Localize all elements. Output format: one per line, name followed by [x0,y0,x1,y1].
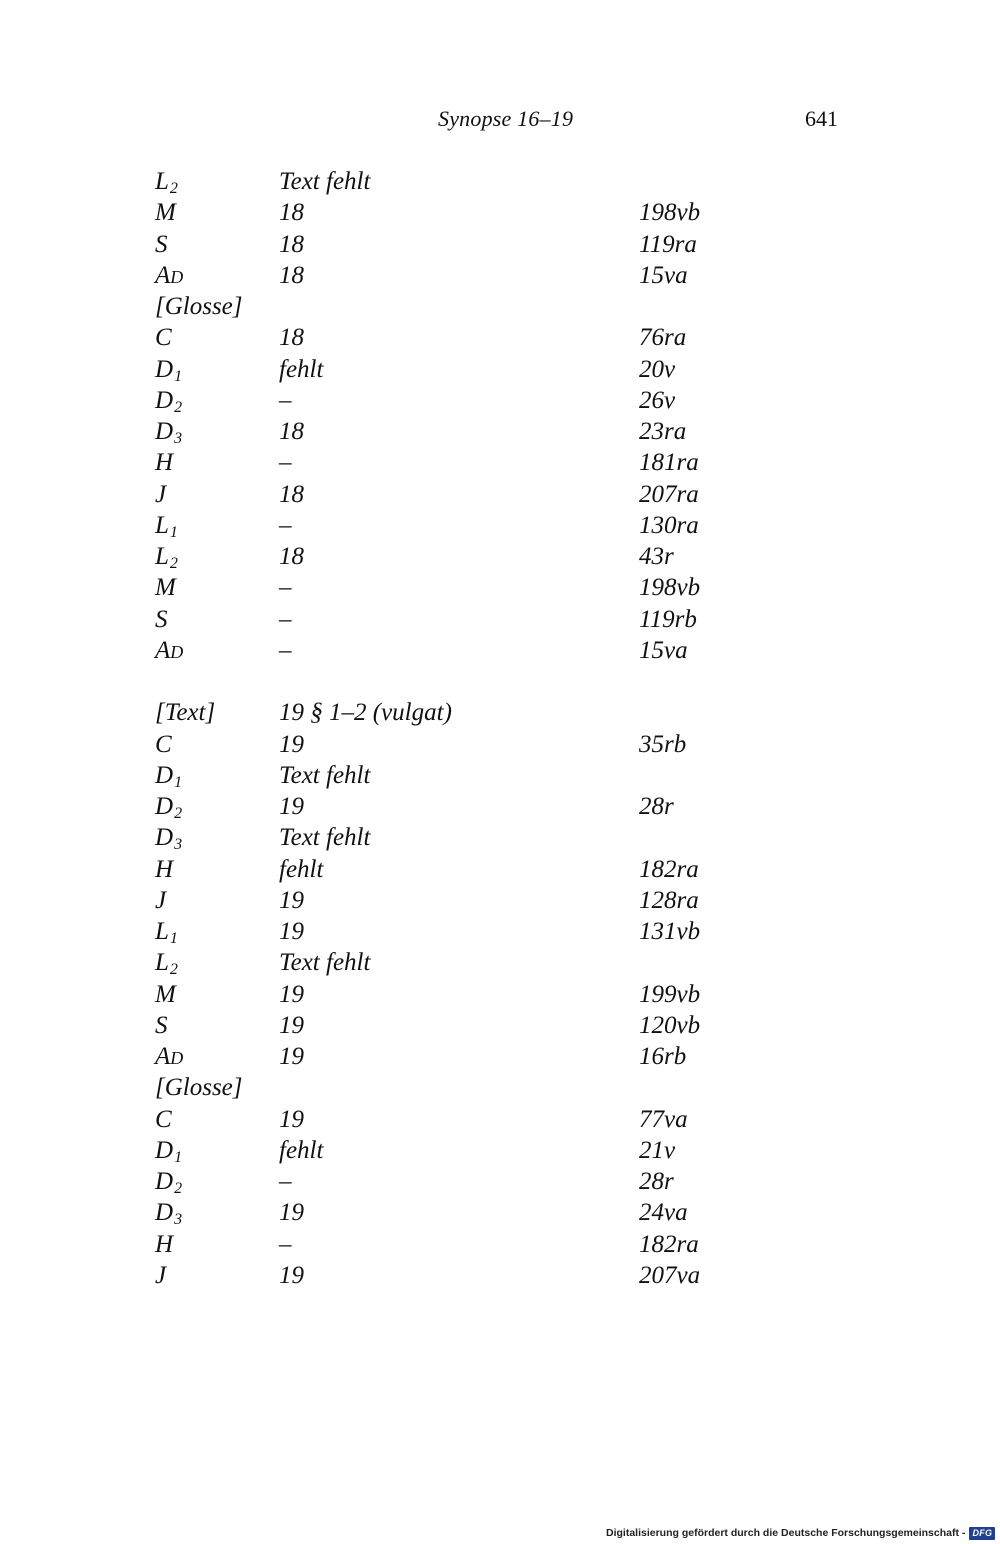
siglum-subscript: 1 [174,1148,183,1166]
synopsis-row [155,635,855,666]
folio-reference: 26v [639,386,676,414]
synopsis-row [155,447,855,478]
synopsis-row [155,822,855,853]
folio-reference: 198vb [639,574,701,602]
manuscript-siglum [155,322,172,353]
dfg-logo-text: DFG [972,1528,993,1538]
chapter-reference: 19 [279,1261,304,1289]
siglum-letter: D [155,1168,174,1195]
chapter-reference: 19 [279,886,304,914]
dfg-logo [969,1527,995,1540]
chapter-reference: – [279,1168,292,1195]
siglum-letter: S [155,1011,168,1039]
manuscript-siglum [155,1041,183,1074]
digitization-footer [606,1524,995,1542]
synopsis-row [155,1072,855,1103]
siglum-letter: L [155,918,169,945]
siglum-small-caps: D [170,641,184,662]
chapter-reference: – [279,386,292,414]
manuscript-siglum [155,479,166,510]
chapter-reference: – [279,1230,292,1258]
folio-reference: 15va [639,636,688,664]
folio-reference: 20v [639,355,676,383]
folio-reference: 182ra [639,1230,699,1258]
page-number: 641 [805,106,838,131]
manuscript-siglum [155,635,183,668]
synopsis-row [155,354,855,385]
folio-reference: 76ra [639,324,687,352]
folio-reference: 28r [639,793,674,820]
chapter-reference: Text fehlt [279,949,371,977]
siglum-letter: J [155,886,167,914]
chapter-reference: 19 [279,1043,304,1070]
synopsis-row [155,291,855,322]
siglum-letter: M [155,574,176,602]
siglum-letter: H [155,449,174,477]
siglum-letter: M [155,980,176,1008]
synopsis-row [155,1041,855,1072]
manuscript-siglum [155,604,168,635]
folio-reference: 77va [639,1105,688,1133]
folio-reference: 120vb [639,1011,701,1039]
folio-reference: 207ra [639,480,699,508]
running-head [0,106,1000,138]
siglum-subscript: 1 [169,523,178,541]
siglum-subscript: 2 [169,961,178,979]
synopsis-row [155,1135,855,1166]
chapter-reference: fehlt [279,1136,324,1164]
manuscript-siglum [155,572,176,603]
folio-reference: 181ra [639,449,699,477]
chapter-reference: 18 [279,543,304,570]
chapter-reference: Text fehlt [279,761,371,789]
chapter-reference: – [279,636,292,664]
siglum-subscript: 2 [174,805,183,822]
chapter-reference: 19 [279,1011,304,1039]
siglum-subscript: 1 [174,773,183,791]
folio-reference: 182ra [639,855,699,883]
manuscript-siglum [155,229,168,260]
synopsis-row [155,854,855,885]
chapter-reference: 18 [279,480,304,508]
siglum-letter: S [155,230,168,258]
folio-reference: 15va [639,261,688,289]
manuscript-siglum [155,291,243,322]
chapter-reference: 18 [279,199,304,227]
synopsis-row [155,729,855,760]
synopsis-row [155,979,855,1010]
siglum-letter: D [155,386,174,414]
folio-reference: 35rb [639,730,687,758]
folio-reference: 198vb [639,199,701,227]
synopsis-table [155,166,855,1291]
siglum-letter: L [155,949,169,977]
section-spacer [155,666,855,697]
chapter-reference: – [279,605,292,633]
manuscript-siglum [155,197,176,228]
synopsis-row [155,322,855,353]
manuscript-siglum [155,1229,173,1260]
chapter-reference: – [279,511,292,539]
manuscript-siglum [155,1072,243,1103]
synopsis-row [155,604,855,635]
chapter-reference: 19 [279,1105,304,1133]
chapter-reference: – [279,449,292,477]
manuscript-siglum [155,979,176,1010]
synopsis-row [155,947,855,978]
siglum-letter: H [155,1230,174,1258]
folio-reference: 119rb [639,605,697,633]
chapter-reference: fehlt [279,355,324,383]
folio-reference: 21v [639,1136,676,1164]
folio-reference: 43r [639,543,674,570]
chapter-reference: 19 [279,793,304,820]
chapter-reference: Text fehlt [279,824,371,852]
folio-reference: 24va [639,1199,688,1227]
folio-reference: 16rb [639,1043,687,1070]
siglum-letter: L [155,511,169,539]
synopsis-row [155,1104,855,1135]
chapter-reference: 19 [279,918,304,945]
chapter-reference: Text fehlt [279,168,371,195]
siglum-letter: A [155,636,171,664]
chapter-reference: 19 [279,730,304,758]
manuscript-siglum [155,854,173,885]
siglum-letter: [Glosse] [155,293,243,320]
siglum-subscript: 2 [169,555,178,572]
siglum-letter: C [155,324,172,352]
folio-reference: 131vb [639,918,701,945]
synopsis-row [155,166,855,197]
siglum-subscript: 2 [174,398,183,416]
manuscript-siglum [155,260,183,293]
chapter-reference: 19 [279,1199,304,1227]
folio-reference: 28r [639,1168,674,1195]
synopsis-row [155,541,855,572]
siglum-letter: M [155,199,176,227]
synopsis-row [155,479,855,510]
synopsis-row [155,197,855,228]
siglum-subscript: 2 [174,1180,183,1197]
siglum-letter: D [155,1136,174,1164]
siglum-letter: [Glosse] [155,1074,243,1102]
siglum-subscript: 3 [174,430,183,447]
siglum-letter: L [155,543,169,570]
siglum-letter: D [155,793,174,820]
manuscript-siglum [155,1104,172,1135]
siglum-letter: A [155,1043,171,1070]
folio-reference: 119ra [639,230,697,258]
running-title: Synopse 16–19 [438,106,574,131]
siglum-subscript: 1 [169,930,178,947]
synopsis-row [155,1166,855,1197]
siglum-small-caps: D [170,1048,184,1068]
siglum-letter: D [155,1199,174,1227]
synopsis-row [155,416,855,447]
siglum-letter: J [155,480,167,508]
manuscript-siglum [155,729,172,760]
manuscript-siglum [155,1010,168,1041]
folio-reference: 199vb [639,980,701,1008]
synopsis-row [155,510,855,541]
chapter-reference: 19 § 1–2 (vulgat) [279,699,452,727]
synopsis-row [155,229,855,260]
siglum-letter: S [155,605,168,633]
siglum-letter: A [155,261,171,289]
synopsis-row [155,885,855,916]
siglum-letter: J [155,1261,167,1289]
footer-credit-text: Digitalisierung gefördert durch die Deutsche Forschungsgemeinschaft - [606,1527,966,1539]
chapter-reference: 18 [279,261,304,289]
folio-reference: 130ra [639,511,699,539]
synopsis-row [155,1197,855,1228]
siglum-subscript: 2 [169,180,178,197]
siglum-subscript: 3 [174,1211,183,1229]
manuscript-siglum [155,447,173,478]
chapter-reference: 18 [279,324,304,352]
synopsis-row [155,572,855,603]
siglum-subscript: 3 [174,836,183,854]
manuscript-siglum [155,697,215,728]
synopsis-row [155,760,855,791]
chapter-reference: 18 [279,418,304,445]
manuscript-siglum [155,885,166,916]
siglum-small-caps: D [170,266,184,287]
synopsis-row [155,916,855,947]
siglum-letter: L [155,168,169,195]
chapter-reference: 18 [279,230,304,258]
siglum-letter: D [155,355,174,383]
chapter-reference: 19 [279,980,304,1008]
manuscript-siglum [155,1260,166,1291]
synopsis-row [155,697,855,728]
siglum-letter: C [155,730,172,758]
synopsis-row [155,1229,855,1260]
folio-reference: 128ra [639,886,699,914]
siglum-letter: D [155,824,174,852]
siglum-subscript: 1 [174,367,183,385]
folio-reference: 207va [639,1261,701,1289]
chapter-reference: – [279,574,292,602]
siglum-letter: D [155,418,174,445]
synopsis-row [155,791,855,822]
folio-reference: 23ra [639,418,687,445]
synopsis-row [155,385,855,416]
synopsis-row [155,260,855,291]
synopsis-row [155,1260,855,1291]
siglum-letter: D [155,761,174,789]
siglum-letter: [Text] [155,699,216,727]
synopsis-row [155,1010,855,1041]
siglum-letter: C [155,1105,172,1133]
siglum-letter: H [155,855,174,883]
chapter-reference: fehlt [279,855,324,883]
